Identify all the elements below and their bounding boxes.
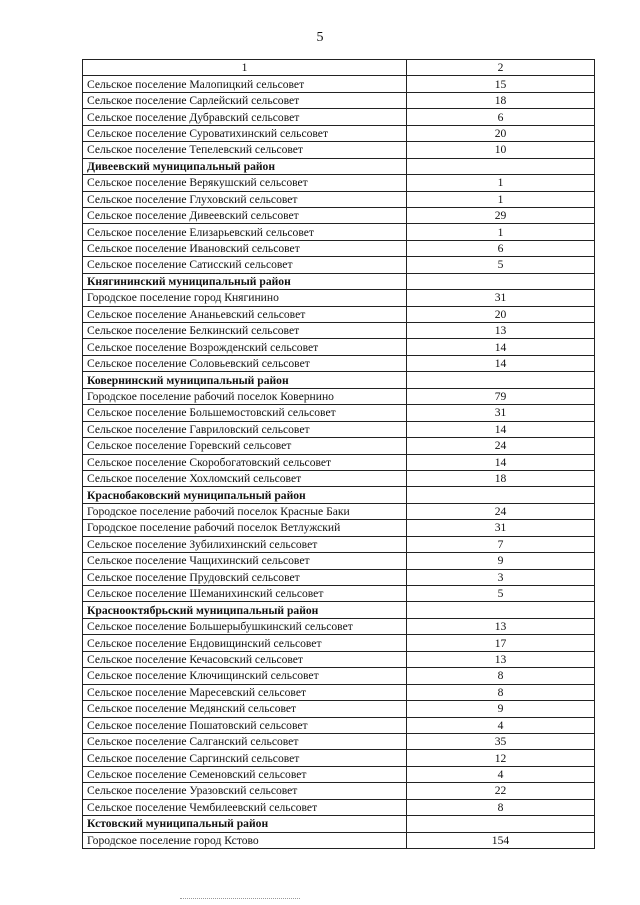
table-row	[83, 142, 595, 158]
settlement-name: Городское поселение рабочий поселок Красные Баки	[83, 503, 407, 519]
settlement-value: 8	[407, 684, 595, 700]
column-header-2: 2	[407, 60, 595, 76]
settlement-name: Сельское поселение Зубилихинский сельсовет	[83, 536, 407, 552]
settlement-value: 7	[407, 536, 595, 552]
settlement-name: Сельское поселение Малопицкий сельсовет	[83, 76, 407, 92]
settlement-value: 10	[407, 142, 595, 158]
settlement-name: Сельское поселение Саргинский сельсовет	[83, 750, 407, 766]
settlement-name: Сельское поселение Хохломский сельсовет	[83, 470, 407, 486]
settlement-value: 1	[407, 175, 595, 191]
settlement-value: 13	[407, 323, 595, 339]
settlement-value: 24	[407, 503, 595, 519]
table-row	[83, 520, 595, 536]
settlement-name: Сельское поселение Глуховский сельсовет	[83, 191, 407, 207]
table-row	[83, 454, 595, 470]
settlement-value: 1	[407, 224, 595, 240]
district-header-row	[83, 816, 595, 832]
settlement-value: 8	[407, 799, 595, 815]
district-name: Ковернинский муниципальный район	[83, 372, 407, 388]
settlement-name: Сельское поселение Елизарьевский сельсовет	[83, 224, 407, 240]
settlement-name: Сельское поселение Большерыбушкинский сельсовет	[83, 618, 407, 634]
district-name: Кстовский муниципальный район	[83, 816, 407, 832]
settlement-name: Сельское поселение Дубравский сельсовет	[83, 109, 407, 125]
table-row	[83, 618, 595, 634]
table-row	[83, 191, 595, 207]
settlement-value: 18	[407, 92, 595, 108]
settlement-name: Городское поселение город Кстово	[83, 832, 407, 848]
table-row	[83, 569, 595, 585]
district-name: Краснобаковский муниципальный район	[83, 487, 407, 503]
settlement-name: Сельское поселение Ивановский сельсовет	[83, 240, 407, 256]
settlement-name: Сельское поселение Сарлейский сельсовет	[83, 92, 407, 108]
table-row	[83, 257, 595, 273]
settlement-name: Сельское поселение Ендовищинский сельсовет	[83, 635, 407, 651]
settlement-table	[82, 59, 595, 849]
table-row	[83, 224, 595, 240]
table-row	[83, 503, 595, 519]
table-row	[83, 355, 595, 371]
settlement-value: 4	[407, 766, 595, 782]
settlement-value	[407, 487, 595, 503]
settlement-value: 79	[407, 388, 595, 404]
table-row	[83, 470, 595, 486]
settlement-value: 154	[407, 832, 595, 848]
settlement-value: 29	[407, 207, 595, 223]
table-row	[83, 92, 595, 108]
table-row	[83, 635, 595, 651]
settlement-value: 6	[407, 109, 595, 125]
table-row	[83, 766, 595, 782]
table-body	[83, 76, 595, 849]
table-row	[83, 240, 595, 256]
settlement-name: Сельское поселение Гавриловский сельсовет	[83, 421, 407, 437]
district-name: Дивеевский муниципальный район	[83, 158, 407, 174]
district-header-row	[83, 158, 595, 174]
settlement-name: Сельское поселение Дивеевский сельсовет	[83, 207, 407, 223]
settlement-value: 8	[407, 668, 595, 684]
district-header-row	[83, 372, 595, 388]
settlement-value: 6	[407, 240, 595, 256]
table-row	[83, 750, 595, 766]
district-name: Краснооктябрьский муниципальный район	[83, 602, 407, 618]
table-row	[83, 701, 595, 717]
table-row	[83, 306, 595, 322]
settlement-value: 24	[407, 438, 595, 454]
settlement-value: 12	[407, 750, 595, 766]
settlement-name: Сельское поселение Тепелевский сельсовет	[83, 142, 407, 158]
settlement-name: Сельское поселение Медянский сельсовет	[83, 701, 407, 717]
table-row	[83, 339, 595, 355]
district-header-row	[83, 602, 595, 618]
settlement-name: Сельское поселение Салганский сельсовет	[83, 733, 407, 749]
settlement-value	[407, 816, 595, 832]
table-row	[83, 125, 595, 141]
settlement-value: 13	[407, 618, 595, 634]
settlement-value: 9	[407, 701, 595, 717]
settlement-value	[407, 372, 595, 388]
settlement-name: Городское поселение город Княгинино	[83, 290, 407, 306]
settlement-name: Сельское поселение Суроватихинский сельсовет	[83, 125, 407, 141]
settlement-value: 1	[407, 191, 595, 207]
settlement-value: 14	[407, 454, 595, 470]
settlement-value: 31	[407, 290, 595, 306]
settlement-value: 14	[407, 421, 595, 437]
settlement-value: 17	[407, 635, 595, 651]
settlement-name: Сельское поселение Ананьевский сельсовет	[83, 306, 407, 322]
settlement-name: Сельское поселение Шеманихинский сельсовет	[83, 586, 407, 602]
table-row	[83, 799, 595, 815]
settlement-name: Сельское поселение Уразовский сельсовет	[83, 783, 407, 799]
settlement-name: Сельское поселение Верякушский сельсовет	[83, 175, 407, 191]
table-row	[83, 76, 595, 92]
settlement-value	[407, 158, 595, 174]
table-row	[83, 207, 595, 223]
settlement-name: Сельское поселение Чащихинский сельсовет	[83, 553, 407, 569]
settlement-value: 31	[407, 520, 595, 536]
table-row	[83, 405, 595, 421]
table-row	[83, 832, 595, 848]
table-row	[83, 109, 595, 125]
settlement-value: 22	[407, 783, 595, 799]
settlement-name: Сельское поселение Большемостовский сельсовет	[83, 405, 407, 421]
district-header-row	[83, 273, 595, 289]
table-row	[83, 717, 595, 733]
settlement-name: Сельское поселение Чембилеевский сельсовет	[83, 799, 407, 815]
table-header-row	[83, 60, 595, 76]
table-row	[83, 388, 595, 404]
district-name: Княгининский муниципальный район	[83, 273, 407, 289]
table-row	[83, 684, 595, 700]
settlement-name: Сельское поселение Сатисский сельсовет	[83, 257, 407, 273]
table-row	[83, 651, 595, 667]
settlement-value: 9	[407, 553, 595, 569]
table-row	[83, 536, 595, 552]
settlement-name: Сельское поселение Соловьевский сельсовет	[83, 355, 407, 371]
settlement-value	[407, 602, 595, 618]
settlement-value	[407, 273, 595, 289]
settlement-value: 14	[407, 339, 595, 355]
settlement-value: 5	[407, 257, 595, 273]
settlement-name: Сельское поселение Прудовский сельсовет	[83, 569, 407, 585]
table-row	[83, 290, 595, 306]
settlement-name: Городское поселение рабочий поселок Ковернино	[83, 388, 407, 404]
table-row	[83, 323, 595, 339]
table-row	[83, 175, 595, 191]
settlement-name: Сельское поселение Скоробогатовский сельсовет	[83, 454, 407, 470]
settlement-name: Сельское поселение Кечасовский сельсовет	[83, 651, 407, 667]
settlement-value: 13	[407, 651, 595, 667]
table-row	[83, 586, 595, 602]
settlement-value: 20	[407, 306, 595, 322]
column-header-1: 1	[83, 60, 407, 76]
table-row	[83, 783, 595, 799]
table-row	[83, 668, 595, 684]
settlement-name: Сельское поселение Горевский сельсовет	[83, 438, 407, 454]
settlement-name: Городское поселение рабочий поселок Ветлужский	[83, 520, 407, 536]
settlement-name: Сельское поселение Возрожденский сельсовет	[83, 339, 407, 355]
settlement-name: Сельское поселение Маресевский сельсовет	[83, 684, 407, 700]
settlement-value: 5	[407, 586, 595, 602]
settlement-name: Сельское поселение Ключищинский сельсовет	[83, 668, 407, 684]
settlement-value: 4	[407, 717, 595, 733]
district-header-row	[83, 487, 595, 503]
settlement-value: 3	[407, 569, 595, 585]
page-number: 5	[316, 30, 324, 45]
table-row	[83, 421, 595, 437]
settlement-value: 31	[407, 405, 595, 421]
table-row	[83, 733, 595, 749]
settlement-value: 35	[407, 733, 595, 749]
settlement-value: 15	[407, 76, 595, 92]
settlement-value: 18	[407, 470, 595, 486]
settlement-value: 20	[407, 125, 595, 141]
settlement-name: Сельское поселение Пошатовский сельсовет	[83, 717, 407, 733]
page-edge-mark	[180, 898, 300, 901]
settlement-name: Сельское поселение Белкинский сельсовет	[83, 323, 407, 339]
settlement-name: Сельское поселение Семеновский сельсовет	[83, 766, 407, 782]
table-row	[83, 553, 595, 569]
table-row	[83, 438, 595, 454]
settlement-value: 14	[407, 355, 595, 371]
